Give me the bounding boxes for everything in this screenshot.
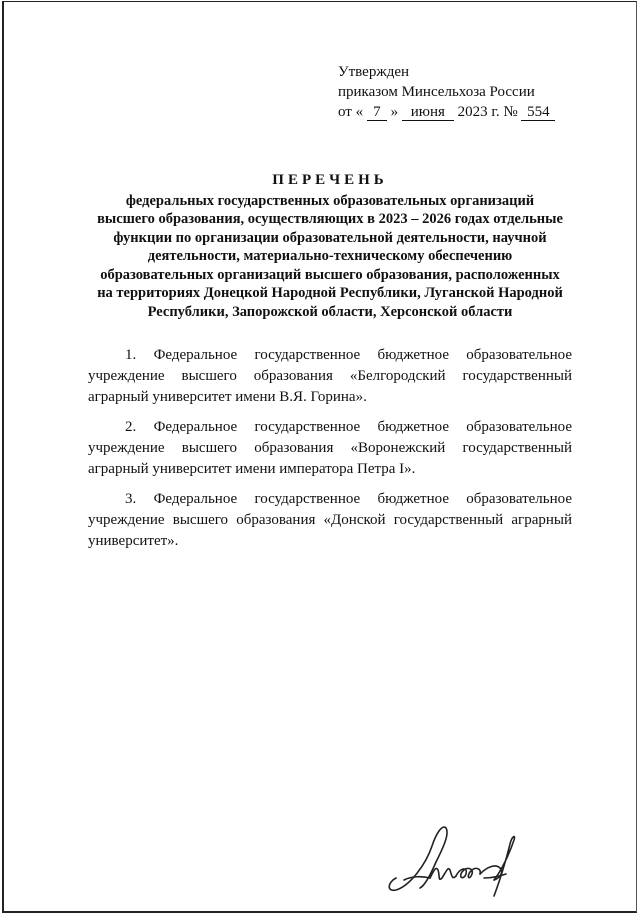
list-item: 1. Федеральное государственное бюджетное образовательное учреждение высшего образования «Белгородский государственный аграрный университет имени В.Я. Горина». [88, 347, 572, 405]
list-item: 2. Федеральное государственное бюджетное образовательное учреждение высшего образования «Воронежский государственный аграрный университет имени императора Петра I». [88, 419, 572, 477]
date-month: июня [402, 104, 454, 121]
handwritten-signature [382, 820, 532, 900]
list-item: 3. Федеральное государственное бюджетное образовательное учреждение высшего образования «Донской государственный аграрный университет». [88, 491, 572, 549]
title-line: на территориях Донецкой Народной Республики, Луганской Народной [97, 285, 563, 301]
title-line: федеральных государственных образовательных организаций [125, 192, 535, 209]
date-prefix: от « [338, 104, 364, 120]
title-line: функции по организации образовательной деятельности, научной [113, 229, 547, 246]
order-number: 554 [521, 104, 555, 121]
title-line: Республики, Запорожской области, Херсонской области [147, 303, 513, 320]
date-year: 2023 г. [457, 104, 500, 120]
approval-line-1: Утвержден [338, 64, 410, 80]
document-title [80, 171, 580, 321]
title-heading: ПЕРЕЧЕНЬ [272, 172, 388, 188]
title-line: образовательных организаций высшего образования, расположенных [100, 266, 560, 283]
approval-line-2: приказом Минсельхоза России [338, 84, 535, 100]
approval-stamp [338, 62, 555, 122]
approval-date-line [338, 102, 555, 122]
title-line: высшего образования, осуществляющих в 2023 – 2026 годах отдельные [97, 211, 563, 227]
title-line: деятельности, материально-техническому обеспечению [147, 248, 513, 264]
date-day: 7 [367, 104, 387, 121]
number-sign: № [503, 104, 518, 120]
organizations-list [88, 345, 572, 561]
date-close: » [390, 104, 399, 120]
